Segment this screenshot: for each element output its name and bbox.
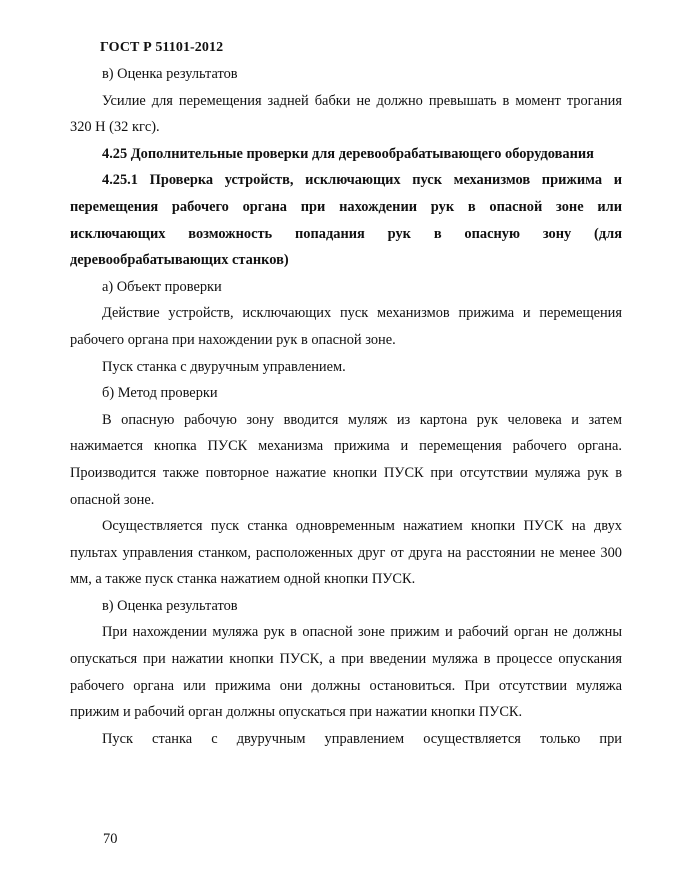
- paragraph-tailstock-force: Усилие для перемещения задней бабки не должно превышать в момент трогания 320 Н (32 кгс).: [70, 92, 622, 136]
- paragraph-results-heading-1: в) Оценка результатов: [102, 66, 238, 82]
- paragraph-method-dummy: В опасную рабочую зону вводится муляж из картона рук человека и затем нажимается кнопка ПУСК механизма прижима и перемещения рабочего органа. Производится также повторное нажатие кнопки ПУСК при отсутствии муляжа рук в опасной зоне.: [70, 411, 622, 508]
- paragraph-object-heading: а) Объект проверки: [102, 278, 222, 295]
- paragraph-two-hand-continuation: Пуск станка с двуручным управлением осуществляется только при: [102, 730, 622, 747]
- document-body: [70, 61, 622, 752]
- paragraph-results-heading-2: в) Оценка результатов: [102, 597, 238, 614]
- paragraph-results-description: При нахождении муляжа рук в опасной зоне прижим и рабочий орган не должны опускаться при нажатии кнопки ПУСК, а при введении муляжа в процессе опускания рабочего органа или прижима они должны остановиться. При отсутствии муляжа прижим и рабочий орган должны опускаться при нажатии кнопки ПУСК.: [70, 624, 622, 721]
- paragraph-method-two-panels: Осуществляется пуск станка одновременным нажатием кнопки ПУСК на двух пультах управления станком, расположенных друг от друга на расстоянии не менее 300 мм, а также пуск станка нажатием одной кнопки ПУСК.: [70, 518, 622, 588]
- document-code-header: ГОСТ Р 51101-2012: [100, 40, 224, 55]
- paragraph-method-heading: б) Метод проверки: [102, 385, 218, 402]
- paragraph-object-description: Действие устройств, исключающих пуск механизмов прижима и перемещения рабочего органа при нахождении рук в опасной зоне.: [70, 305, 622, 348]
- paragraph-two-hand-start: Пуск станка с двуручным управлением.: [102, 358, 346, 375]
- page-number: 70: [103, 831, 118, 847]
- section-heading-4-25: 4.25 Дополнительные проверки для деревообрабатывающего оборудования: [102, 145, 594, 162]
- section-heading-4-25-1: 4.25.1 Проверка устройств, исключающих пуск механизмов прижима и перемещения рабочего органа при нахождении рук в опасной зоне или исключающих возможность попадания рук в опасную зону (для деревообрабатывающих станков): [70, 172, 622, 269]
